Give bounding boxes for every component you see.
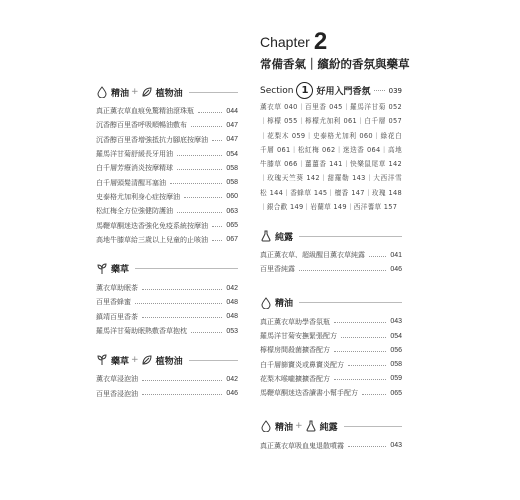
leader-dots	[334, 322, 386, 323]
leaf-icon	[141, 86, 153, 98]
entry-page: 058	[226, 164, 238, 172]
leader-dots	[299, 270, 386, 271]
group-name-b: 植物油	[155, 356, 183, 367]
entry-title: 百里香蜂蜜	[96, 298, 131, 307]
entry-title: 沉香醇百里香增強抵抗力腳底按摩油	[96, 135, 208, 144]
toc-entry[interactable]	[260, 329, 402, 343]
entry-title: 馬鞭草酮迷迭香強化免疫系統按摩油	[96, 221, 208, 230]
entry-title: 真正薰衣草助學香氛瓶	[260, 317, 330, 326]
entry-page: 047	[226, 121, 238, 129]
entry-page: 042	[226, 284, 238, 292]
leader-dots	[177, 169, 222, 170]
leader-dots	[170, 183, 222, 184]
group-name-a: 精油	[111, 88, 130, 99]
leader-dots	[348, 446, 386, 447]
leader-dots	[142, 317, 222, 318]
entry-page: 048	[226, 313, 238, 321]
entry-title: 薰衣草助眠茶	[96, 284, 138, 293]
leader-dots	[177, 155, 222, 156]
toc-entry[interactable]	[96, 204, 238, 218]
herb-icon	[96, 354, 108, 366]
entry-page: 044	[226, 107, 238, 115]
drop-icon	[260, 297, 272, 309]
toc-entry[interactable]	[96, 233, 238, 247]
group-name-a: 精油	[275, 299, 294, 310]
leader-dots	[369, 256, 386, 257]
chapter-title: 常備香氣｜繽紛的香氛與藥草	[260, 57, 410, 71]
drop-icon	[96, 86, 108, 98]
entry-page: 065	[390, 389, 402, 397]
entry-title: 花梨木喉嚨擴擴香配方	[260, 374, 330, 383]
chapter-label: Chapter	[260, 34, 310, 50]
leader-dots	[142, 380, 222, 381]
plus-sign: +	[295, 421, 303, 432]
toc-entry[interactable]	[96, 133, 238, 147]
entry-title: 羅馬洋甘菊安撫緊張配方	[260, 332, 337, 341]
leader-dots	[177, 212, 222, 213]
entry-page: 063	[226, 207, 238, 215]
entry-title: 真正薰衣草血痕免驚精油滾珠瓶	[96, 107, 194, 116]
entry-page: 054	[226, 150, 238, 158]
entry-title: 馬鞭草酮迷迭香讀書小幫手配方	[260, 389, 358, 398]
entry-page: 042	[226, 375, 238, 383]
chapter-number: 2	[313, 28, 328, 55]
entry-page: 067	[226, 236, 238, 244]
toc-entry[interactable]	[260, 372, 402, 386]
entry-title: 高地牛膝草給三歲以上兒童的止咳油	[96, 235, 208, 244]
group-heading	[260, 228, 402, 244]
entry-page: 041	[390, 251, 402, 259]
group-name-a: 純露	[275, 232, 294, 243]
toc-entry[interactable]	[96, 324, 238, 338]
toc-entry[interactable]	[96, 386, 238, 400]
entry-title: 沉香醇百里香呼吸順暢油敷布	[96, 121, 187, 130]
divider	[135, 268, 238, 269]
toc-entry[interactable]	[96, 175, 238, 189]
toc-entry[interactable]	[260, 315, 402, 329]
section-title: 好用入門香氛	[316, 87, 371, 97]
leader-dots	[334, 379, 386, 380]
entry-page: 046	[226, 390, 238, 398]
entry-page: 054	[390, 332, 402, 340]
entry-page: 056	[390, 346, 402, 354]
section-number: 1	[296, 82, 313, 99]
divider	[299, 236, 402, 237]
leader-dots	[212, 240, 222, 241]
leader-dots	[362, 394, 386, 395]
flask-icon	[305, 420, 317, 432]
section-label: Section	[260, 85, 294, 96]
group-heading	[260, 418, 402, 434]
entry-title: 松紅梅全方位強健防護油	[96, 207, 173, 216]
toc-entry[interactable]	[96, 104, 238, 118]
plus-sign: +	[131, 355, 139, 366]
toc-entry[interactable]	[96, 281, 238, 295]
toc-entry[interactable]	[260, 386, 402, 400]
toc-entry[interactable]	[96, 310, 238, 324]
group-name-a: 藥草	[111, 265, 130, 276]
entry-title: 羅馬洋甘菊助眠熱敷香草抱枕	[96, 327, 187, 335]
leader-dots	[212, 226, 222, 227]
entry-title: 檸檬房間殺菌擴香配方	[260, 346, 330, 355]
toc-entry[interactable]	[260, 438, 402, 452]
entry-page: 043	[390, 318, 402, 326]
divider	[344, 426, 402, 427]
entry-page: 058	[390, 361, 402, 369]
toc-entry[interactable]	[260, 357, 402, 371]
leader-dots	[374, 90, 384, 91]
leader-dots	[142, 394, 222, 395]
leader-dots	[191, 126, 222, 127]
entry-title: 白千層芳療消炎按摩精球	[96, 164, 173, 173]
entry-title: 白千層篩竇炎或鼻竇炎配方	[260, 360, 344, 369]
leader-dots	[198, 112, 222, 113]
entry-title: 羅馬洋甘菊舒緩長牙用油	[96, 150, 173, 159]
toc-entry[interactable]	[96, 372, 238, 386]
section-herb-index: 薰衣草 040｜百里香 045｜羅馬洋甘菊 052｜檸檬 055｜檸檬尤加利 061｜白千層 057｜花梨木 059｜史泰格尤加利 060｜綠花白千層 061｜松紅梅 062｜迷迭香 064｜高地牛膝草 066｜薑薑香 141｜快樂鼠尾草 142｜玫瑰天竺葵 142｜甜羅勒 143｜大西洋雪松 144｜香蜂草 145｜檀香 147｜玫瑰 148｜銀合歡 149｜岩蘭草 149｜西洋蓍草 157	[260, 103, 402, 212]
entry-page: 043	[390, 442, 402, 450]
divider	[299, 302, 402, 303]
entry-title: 鎮靖百里香茶	[96, 312, 138, 321]
entry-page: 047	[226, 136, 238, 144]
leaf-icon	[141, 354, 153, 366]
toc-entry[interactable]	[260, 262, 402, 276]
leader-dots	[341, 337, 386, 338]
toc-entry[interactable]	[96, 218, 238, 232]
right-column	[260, 228, 402, 453]
leader-dots	[184, 197, 222, 198]
entry-page: 065	[226, 222, 238, 230]
flask-icon	[260, 230, 272, 242]
divider	[189, 360, 238, 361]
leader-dots	[191, 332, 222, 333]
toc-entry[interactable]	[260, 343, 402, 357]
toc-entry[interactable]	[96, 295, 238, 309]
entry-page: 060	[226, 193, 238, 201]
entry-title: 百里香純露	[260, 265, 295, 274]
group-name-a: 精油	[275, 422, 294, 433]
entry-page: 058	[226, 179, 238, 187]
entry-title: 真正薰衣草吸血鬼退散噴霧	[260, 441, 344, 450]
entry-page: 053	[226, 327, 238, 335]
herb-icon	[96, 263, 108, 275]
entry-title: 史泰格尤加利身心症按摩油	[96, 192, 180, 201]
toc-entry[interactable]	[96, 147, 238, 161]
toc-entry[interactable]	[96, 161, 238, 175]
plus-sign: +	[131, 87, 139, 97]
toc-entry[interactable]	[96, 190, 238, 204]
group-heading	[96, 352, 238, 368]
leader-dots	[135, 303, 222, 304]
group-name-a: 藥草	[111, 356, 130, 367]
entry-page: 046	[390, 265, 402, 273]
entry-page: 059	[390, 375, 402, 383]
entry-page: 048	[226, 298, 238, 306]
entry-title: 薰衣草浸泡油	[96, 375, 138, 384]
group-heading	[260, 295, 402, 311]
entry-title: 真正薰衣草、超級醒目薰衣草純露	[260, 251, 365, 260]
entry-title: 百里香浸泡油	[96, 389, 138, 398]
leader-dots	[212, 140, 222, 141]
group-name-b: 純露	[319, 422, 338, 433]
group-heading	[96, 261, 238, 277]
leader-dots	[142, 289, 222, 290]
leader-dots	[334, 351, 386, 352]
divider	[189, 92, 238, 93]
group-name-b: 植物油	[155, 88, 183, 99]
left-column	[96, 84, 238, 401]
chapter-heading	[260, 28, 327, 56]
toc-entry[interactable]	[260, 248, 402, 262]
entry-title: 白千層頭髮清醒耳塞油	[96, 178, 166, 187]
toc-entry[interactable]	[96, 118, 238, 132]
group-heading	[96, 84, 238, 100]
section-page: 039	[388, 86, 402, 95]
leader-dots	[348, 365, 386, 366]
section-heading	[260, 82, 402, 99]
drop-icon	[260, 420, 272, 432]
